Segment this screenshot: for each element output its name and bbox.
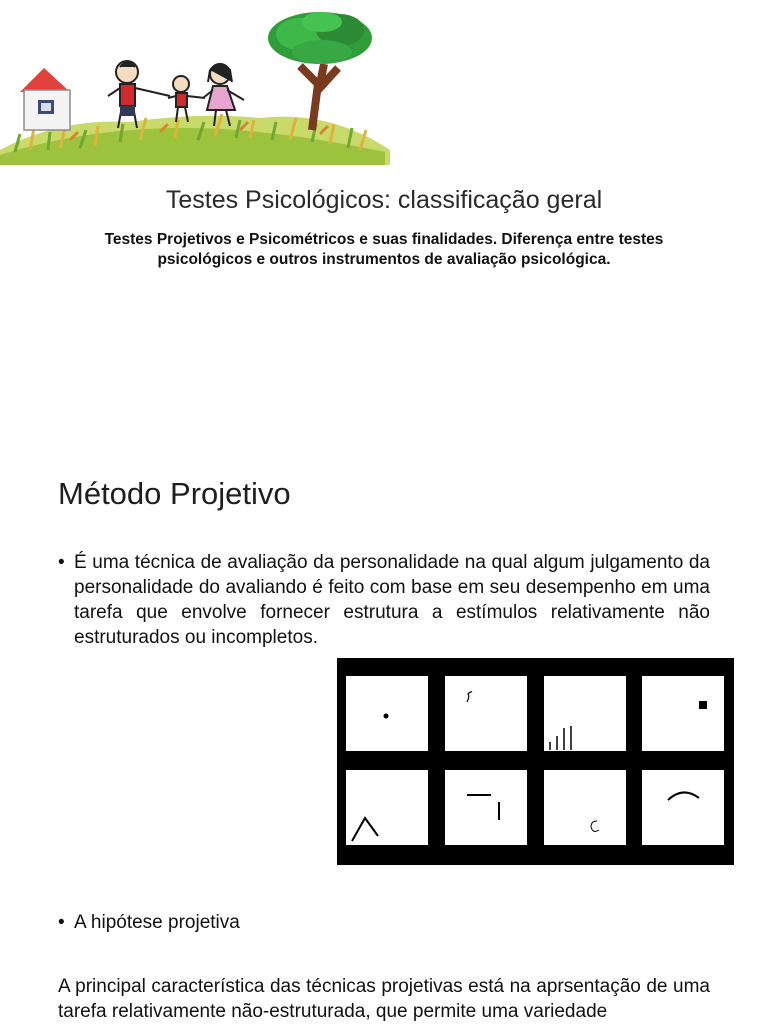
title-slide [0,0,768,440]
child-drawing-illustration [0,0,400,170]
tree-drawing [268,12,372,130]
house-drawing [20,68,70,130]
content-slide [0,440,768,1024]
page-title: Testes Psicológicos: classificação geral [165,186,603,214]
section-heading: Método Projetivo [58,476,291,511]
bullet-item [58,910,710,935]
page-subtitle: Testes Projetivos e Psicométricos e suas finalidades. Diferença entre testes psicológicos e outros instrumentos de avaliação psicológica. [104,231,664,268]
bullet-text: É uma técnica de avaliação da personalidade na qual algum julgamento da personalidade do avaliando é feito com base em seu desempenho em uma tarefa que envolve fornecer estrutura a estímulos relativamente não estruturados ou incompletos. [74,552,710,648]
bullet-item [58,550,710,650]
body-paragraph: A principal característica das técnicas projetivas está na aprsentação de uma tarefa relativamente não-estruturada, que permite uma variedade [58,976,710,1022]
bullet-marker: • [58,552,65,573]
projective-test-figure [337,658,734,865]
bullet-marker: • [58,912,65,933]
bullet-text: A hipótese projetiva [74,912,240,933]
